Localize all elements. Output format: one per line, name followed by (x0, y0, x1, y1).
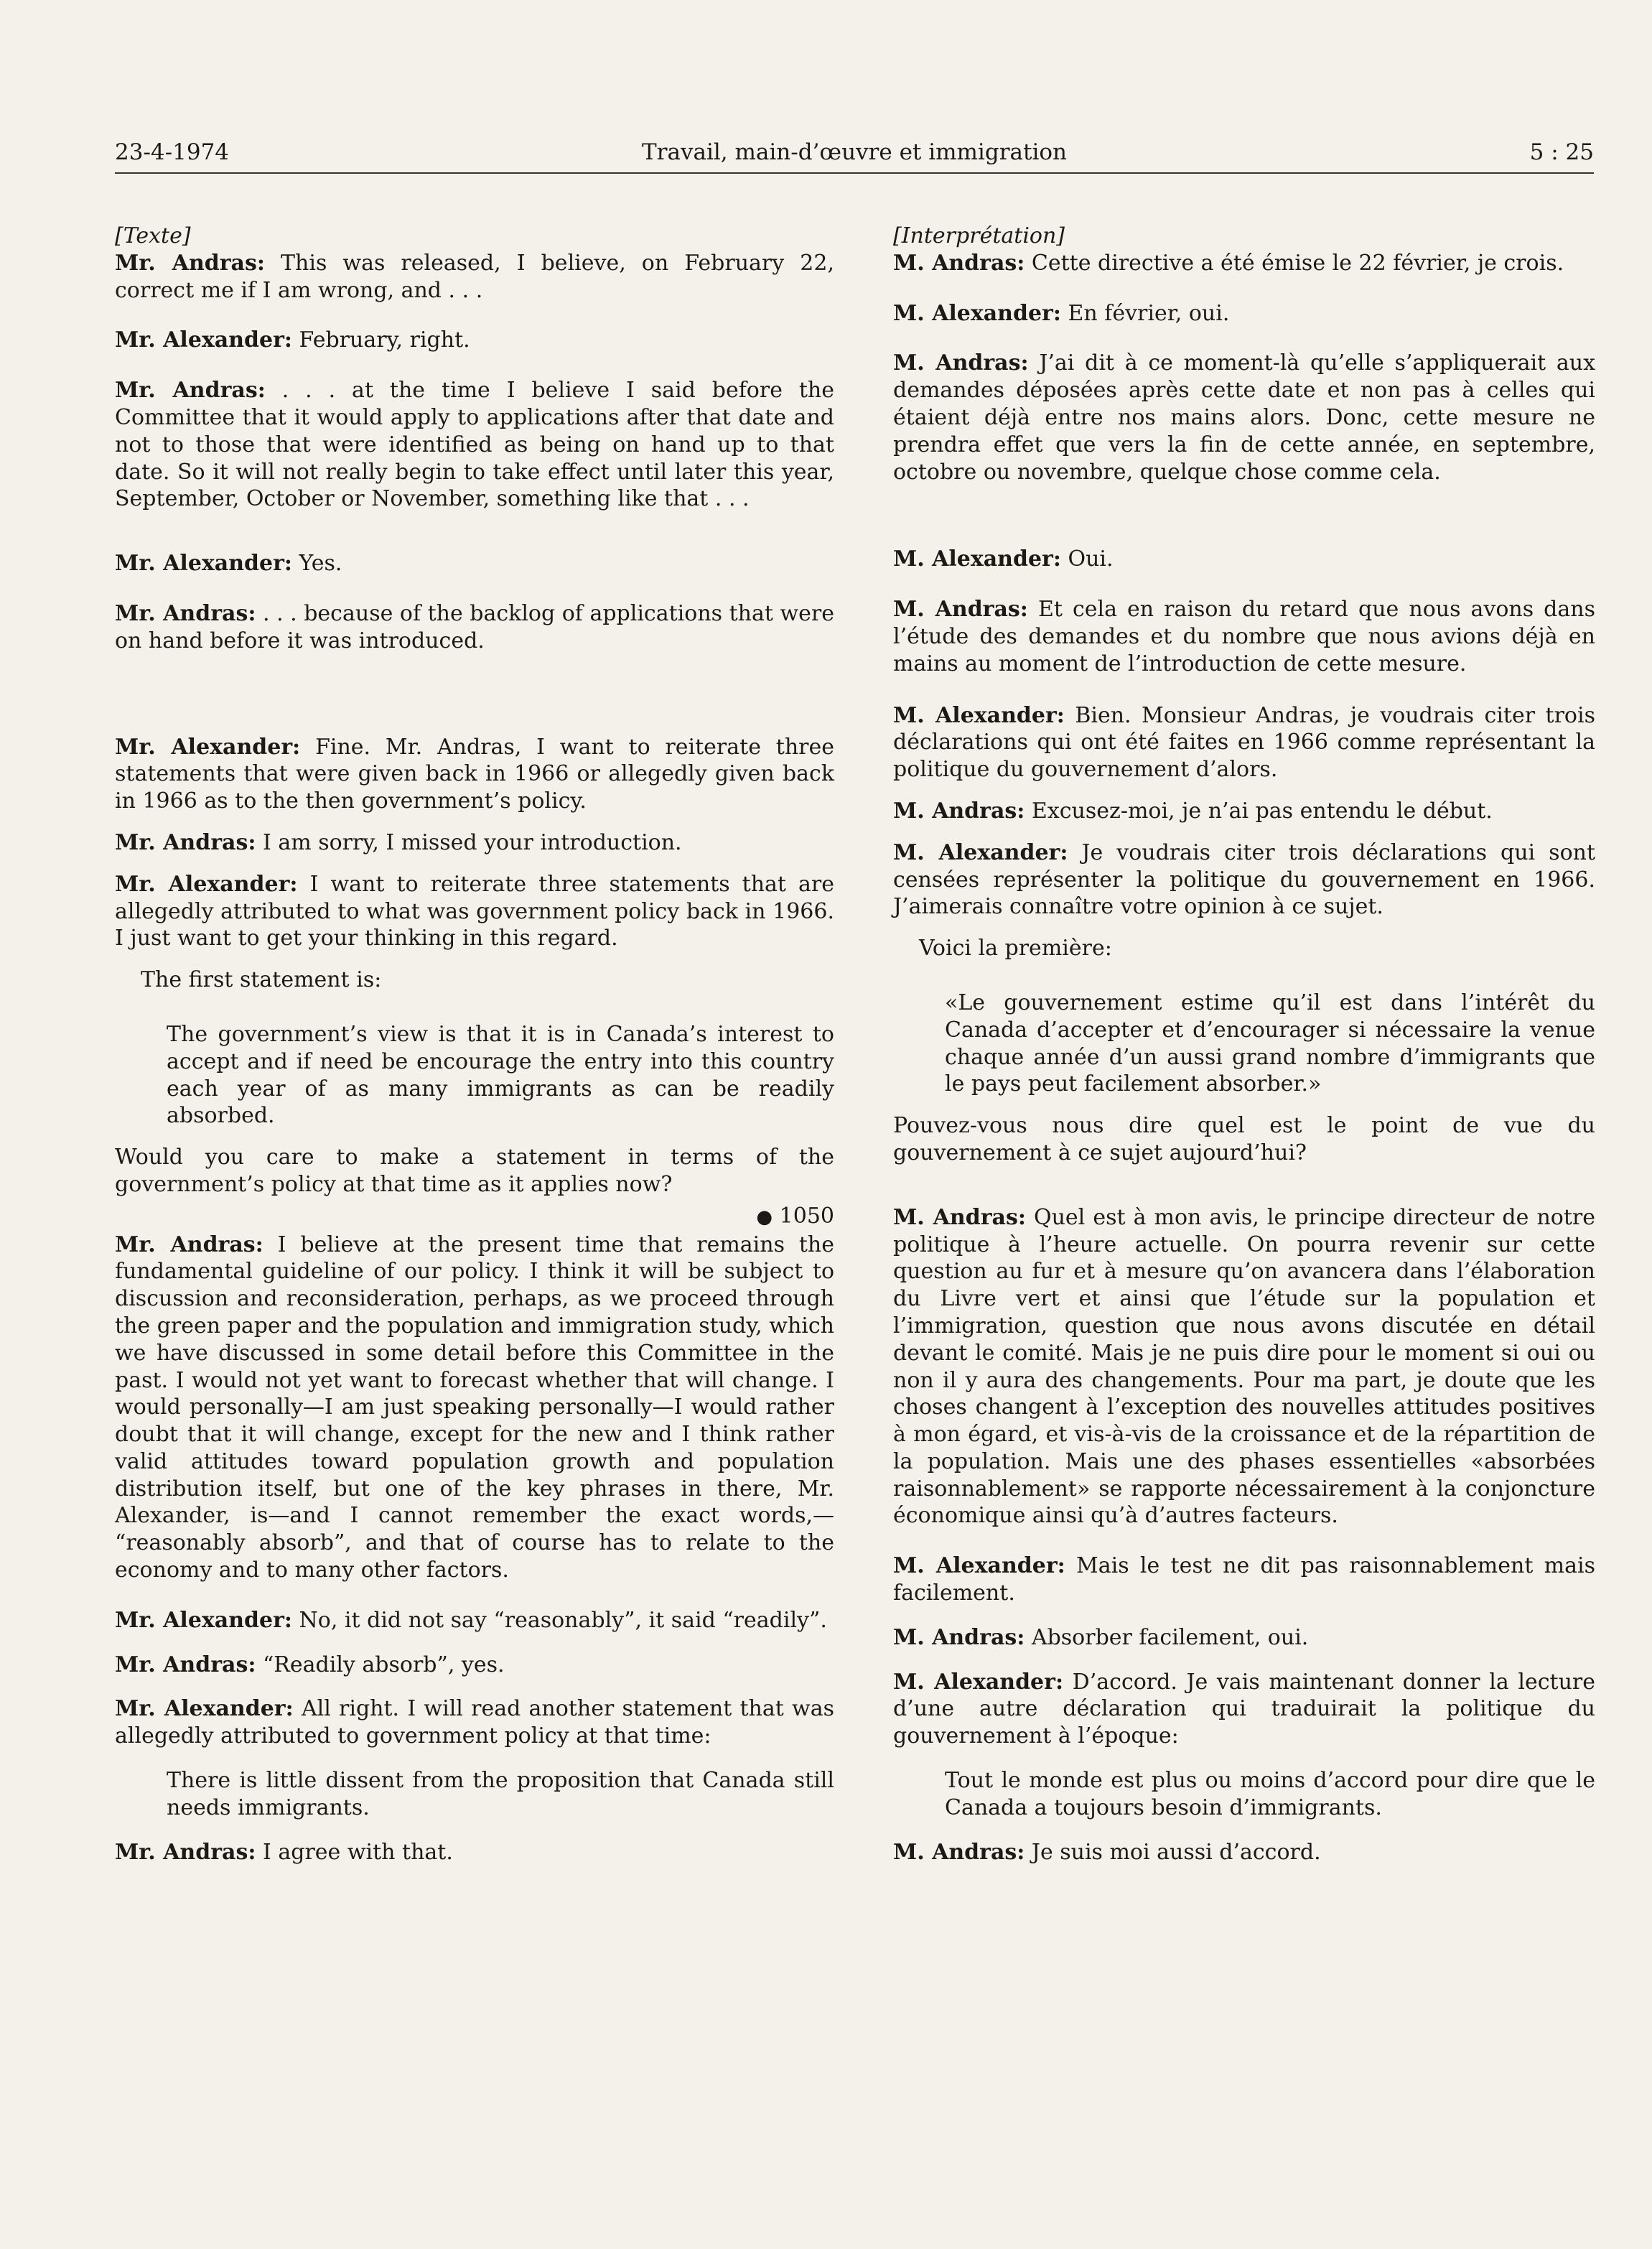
speaker-name: M. Andras: (893, 250, 1025, 276)
page-header (115, 136, 1594, 174)
speaker-name: M. Alexander: (893, 546, 1061, 572)
header-page-number: 5 : 25 (1529, 139, 1594, 165)
paragraph-text: Fine. Mr. Andras, I want to reiterate three statements that were given back in 1966 or allegedly given back in 1966 as to the then government’s policy. (115, 734, 834, 814)
paragraph (893, 596, 1595, 677)
paragraph-text: I agree with that. (262, 1839, 453, 1865)
speaker-name: M. Andras: (893, 350, 1029, 376)
speaker-name: Mr. Alexander: (115, 871, 298, 897)
paragraph-text: Oui. (1068, 546, 1114, 572)
paragraph (893, 350, 1595, 485)
paragraph (893, 1624, 1595, 1652)
paragraph (115, 327, 834, 354)
paragraph (893, 250, 1595, 277)
paragraph (893, 702, 1595, 783)
paragraph-text: J’ai dit à ce moment-là qu’elle s’appliquerait aux demandes déposées après cette date et non pas à celles qui étaient déjà entre nos mains alors. Donc, cette mesure ne prendra effet que vers la fin de cette année, en septembre, octobre ou novembre, quelque chose comme cela. (893, 350, 1595, 485)
speaker-name: M. Andras: (893, 1204, 1026, 1230)
paragraph-text: All right. I will read another statement that was allegedly attributed to government policy at that time: (115, 1696, 835, 1749)
paragraph-text: “Readily absorb”, yes. (262, 1652, 505, 1677)
paragraph (893, 300, 1595, 327)
time-marker: ● 1050 (756, 1203, 834, 1229)
english-column (115, 223, 834, 1866)
header-date: 23-4-1974 (115, 139, 230, 165)
speaker-name: M. Andras: (893, 1839, 1025, 1865)
paragraph (115, 377, 834, 513)
speaker-name: M. Andras: (893, 597, 1028, 623)
speaker-name: Mr. Andras: (115, 1839, 256, 1865)
paragraph-text: I am sorry, I missed your introduction. (262, 829, 682, 855)
paragraph-text: Mais le test ne dit pas raisonnablement mais facilement. (893, 1553, 1595, 1606)
paragraph: Would you care to make a statement in terms of the government’s policy at that time as it applies now? (115, 1145, 834, 1197)
speaker-name: M. Alexander: (893, 1553, 1065, 1579)
paragraph (115, 1231, 834, 1584)
speaker-name: Mr. Andras: (115, 1231, 263, 1257)
section-label: [Texte] (115, 223, 191, 248)
block-quote: Tout le monde est plus ou moins d’accord pour dire que le Canada a toujours besoin d’immigrants. (945, 1768, 1595, 1820)
speaker-name: Mr. Alexander: (115, 551, 292, 577)
paragraph-text: I want to reiterate three statements that are allegedly attributed to what was government policy back in 1966. I just want to get your thinking in this regard. (115, 871, 834, 951)
paragraph-text: This was released, I believe, on February 22, correct me if I am wrong, and . . . (115, 250, 834, 303)
paragraph-text: D’accord. Je vais maintenant donner la lecture d’une autre déclaration qui traduirait la politique du gouvernement à l’époque: (893, 1669, 1596, 1749)
speaker-name: M. Alexander: (893, 300, 1061, 326)
speaker-name: M. Alexander: (893, 1669, 1064, 1695)
speaker-name: Mr. Andras: (115, 600, 256, 626)
paragraph (893, 1204, 1595, 1530)
speaker-name: Mr. Alexander: (115, 1607, 292, 1633)
paragraph (115, 1839, 834, 1866)
speaker-name: Mr. Andras: (115, 1652, 256, 1677)
paragraph-text: Absorber facilement, oui. (1031, 1624, 1309, 1650)
speaker-name: Mr. Andras: (115, 378, 266, 404)
paragraph (115, 600, 834, 655)
bullet-icon: ● (756, 1206, 773, 1228)
speaker-name: Mr. Alexander: (115, 734, 301, 760)
paragraph: Voici la première: (919, 936, 1112, 961)
paragraph (115, 829, 834, 857)
speaker-name: Mr. Alexander: (115, 1696, 294, 1722)
paragraph: Pouvez-vous nous dire quel est le point de vue du gouvernement à ce sujet aujourd’hui? (893, 1113, 1595, 1165)
paragraph (893, 1669, 1595, 1750)
paragraph-text: I believe at the present time that remains the fundamental guideline of our policy. I think it will be subject to discussion and reconsideration, perhaps, as we proceed through the green paper and the population and immigration study, which we have discussed in some detail before this Committee in the past. I would not yet want to forecast whether that will change. I would personally—I am just speaking personally—I would rather doubt that it will change, except for the new and I think rather valid attitudes toward population growth and population distribution itself, but one of the key phrases in there, Mr. Alexander, is—and I cannot remember the exact words,— “reasonably absorb”, and that of course has to relate to the economy and to many other factors. (115, 1231, 834, 1583)
block-quote: The government’s view is that it is in Canada’s interest to accept and if need be encourage the entry into this country each year of as many immigrants as can be readily absorbed. (167, 1021, 834, 1129)
section-label: [Interprétation] (893, 223, 1065, 248)
speaker-name: Mr. Andras: (115, 829, 256, 855)
paragraph-text: Quel est à mon avis, le principe directeur de notre politique à l’heure actuelle. On pourra revenir sur cette question au fur et à mesure qu’on avancera dans l’élaboration du Livre vert et ainsi que l’étude sur la population et l’immigration, question que nous avons discutée en détail devant le comité. Mais je ne puis dire pour le moment si oui ou non il y aura des changements. Pour ma part, je doute que les choses changent à l’exception des nouvelles attitudes positives à mon égard, et vis-à-vis de la croissance et de la répartition de la population. Mais une des phases essentielles «absorbées raisonnablement» se rapporte nécessairement à la conjoncture économique ainsi qu’à d’autres facteurs. (893, 1204, 1595, 1529)
paragraph (893, 839, 1595, 921)
speaker-name: M. Andras: (893, 798, 1025, 824)
speaker-name: M. Andras: (893, 1624, 1025, 1650)
paragraph: The first statement is: (141, 967, 382, 993)
paragraph (115, 1607, 834, 1634)
speaker-name: M. Alexander: (893, 702, 1065, 728)
paragraph (115, 734, 834, 815)
paragraph (893, 798, 1595, 825)
paragraph-text: . . . at the time I believe I said before the Committee that it would apply to applications after that date and not to those that were identified as being on hand up to that date. So it will not really begin to take effect until later this year, September, October or November, something like that . . . (115, 378, 834, 512)
paragraph (893, 1839, 1595, 1866)
paragraph (115, 250, 834, 304)
french-column (893, 223, 1595, 1866)
paragraph (893, 546, 1595, 573)
paragraph-text: Bien. Monsieur Andras, je voudrais citer trois déclarations qui ont été faites en 1966 comme représentant la politique du gouvernement d’alors. (893, 702, 1595, 783)
speaker-name: Mr. Alexander: (115, 327, 292, 353)
block-quote: There is little dissent from the proposition that Canada still needs immigrants. (167, 1768, 834, 1820)
paragraph-text: Je suis moi aussi d’accord. (1031, 1839, 1321, 1865)
paragraph-text: Cette directive a été émise le 22 février, je crois. (1031, 250, 1564, 276)
paragraph-text: Je voudrais citer trois déclarations qui sont censées représenter la politique du gouvernement en 1966. J’aimerais connaître votre opinion à ce sujet. (893, 839, 1596, 920)
paragraph-text: En février, oui. (1068, 300, 1230, 326)
paragraph-text: Excusez-moi, je n’ai pas entendu le début. (1031, 798, 1493, 824)
paragraph (115, 1652, 834, 1679)
paragraph-text: February, right. (299, 327, 470, 353)
paragraph-text: Yes. (299, 551, 342, 577)
paragraph-text: No, it did not say “reasonably”, it said “readily”. (299, 1607, 827, 1633)
paragraph (893, 1552, 1595, 1607)
paragraph-text: Et cela en raison du retard que nous avons dans l’étude des demandes et du nombre que nous avions déjà en mains au moment de l’introduction de cette mesure. (893, 597, 1595, 676)
speaker-name: Mr. Andras: (115, 250, 265, 276)
paragraph (115, 871, 834, 952)
paragraph (115, 550, 834, 577)
block-quote: «Le gouvernement estime qu’il est dans l’intérêt du Canada d’accepter et d’encourager si nécessaire la venue chaque année d’un aussi grand nombre d’immigrants que le pays peut facilement absorber.» (945, 990, 1595, 1097)
paragraph (115, 1695, 834, 1750)
header-title: Travail, main-d’œuvre et immigration (641, 139, 1067, 165)
paragraph-text: . . . because of the backlog of applications that were on hand before it was introduced. (115, 600, 834, 653)
speaker-name: M. Alexander: (893, 839, 1068, 865)
